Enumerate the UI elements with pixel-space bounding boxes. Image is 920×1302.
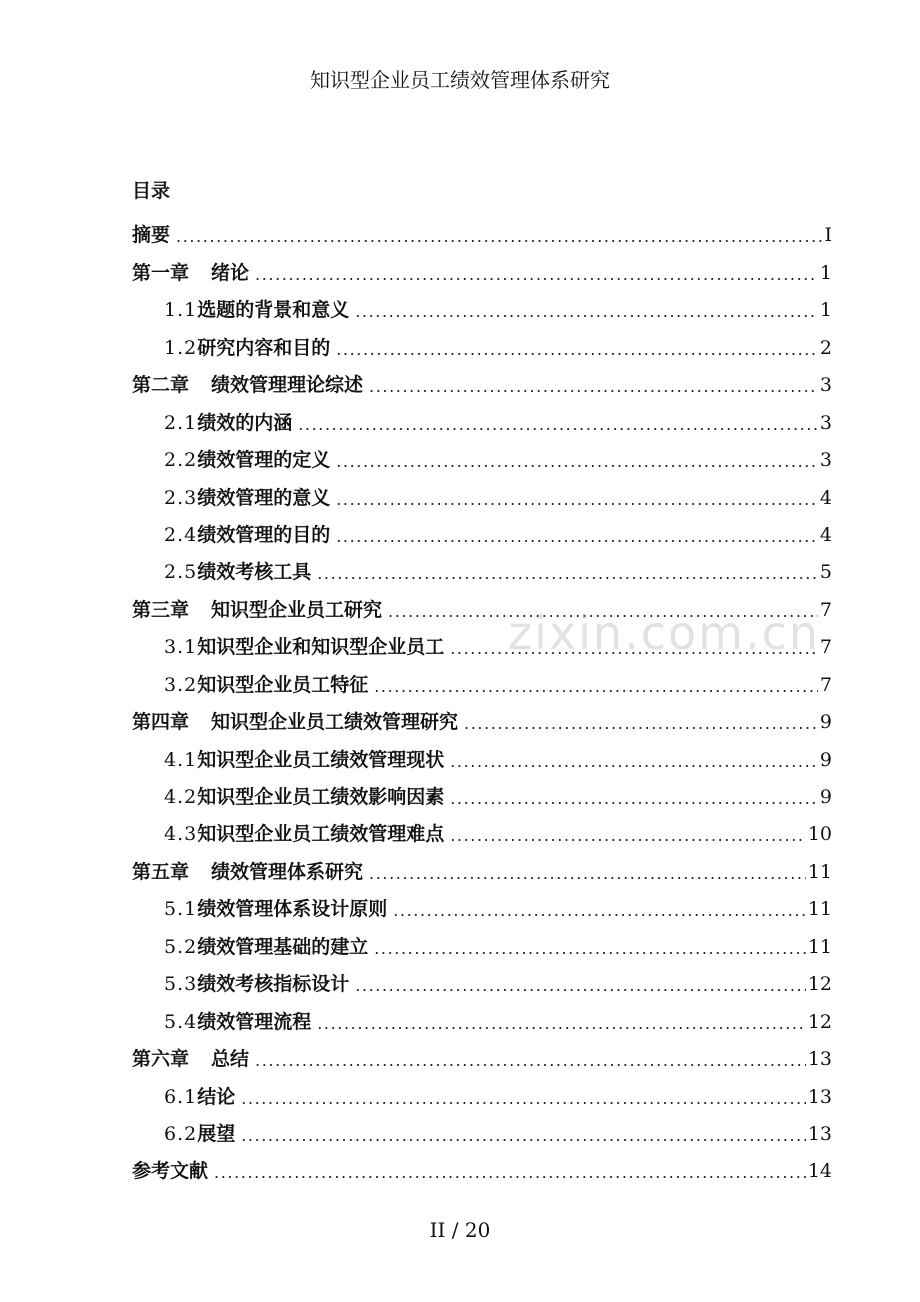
dot-leader <box>317 1013 806 1035</box>
section-number: 2.4 <box>164 523 198 546</box>
toc-section-entry[interactable] <box>132 511 832 548</box>
dot-leader <box>241 1088 806 1110</box>
toc-chapter-entry[interactable] <box>132 361 832 398</box>
toc-page-number: 13 <box>807 1085 832 1108</box>
toc-page-number: 11 <box>807 898 832 921</box>
section-number: 2.5 <box>164 561 198 584</box>
dot-leader <box>369 376 818 398</box>
page-number-indicator: II / 20 <box>429 1218 491 1242</box>
toc-entry-title: 参考文献 <box>132 1160 209 1183</box>
toc-page-number: 3 <box>819 374 832 397</box>
toc-section-entry[interactable] <box>132 810 832 847</box>
dot-leader <box>369 863 806 885</box>
toc-entry-title: 绪论 <box>211 261 250 284</box>
toc-section-entry[interactable] <box>132 323 832 360</box>
toc-section-entry[interactable] <box>132 660 832 697</box>
section-number: 6.1 <box>164 1085 198 1108</box>
dot-leader <box>464 713 818 735</box>
section-number: 6.2 <box>164 1122 198 1145</box>
section-number: 5.4 <box>164 1010 198 1033</box>
toc-section-entry[interactable] <box>132 773 832 810</box>
toc-section-entry[interactable] <box>132 548 832 585</box>
watermark: zixin.com.cn <box>508 606 821 660</box>
dot-leader <box>388 601 818 623</box>
section-number: 2.1 <box>164 411 198 434</box>
toc-section-entry[interactable] <box>132 885 832 922</box>
dot-leader <box>450 638 818 660</box>
toc-chapter-entry[interactable] <box>132 248 832 285</box>
toc-entry-title: 知识型企业员工绩效管理研究 <box>211 711 459 734</box>
chapter-number: 第五章 <box>132 860 190 883</box>
dot-leader <box>450 788 818 810</box>
dot-leader <box>298 414 818 436</box>
dot-leader <box>450 751 818 773</box>
dot-leader <box>336 489 818 511</box>
dot-leader <box>393 900 806 922</box>
toc-section-entry[interactable] <box>132 922 832 959</box>
toc-entry-title: 绩效考核指标设计 <box>197 973 350 996</box>
toc-entry-title: 绩效管理理论综述 <box>211 374 364 397</box>
chapter-number: 第二章 <box>132 374 190 397</box>
dot-leader <box>355 975 806 997</box>
toc-section-entry[interactable] <box>132 1110 832 1147</box>
section-number: 3.1 <box>164 636 198 659</box>
toc-chapter-entry[interactable] <box>132 847 832 884</box>
toc-section-entry[interactable] <box>132 473 832 510</box>
toc-chapter-entry[interactable] <box>132 1035 832 1072</box>
toc-entry-title: 绩效管理体系研究 <box>211 860 364 883</box>
dot-leader <box>336 339 818 361</box>
toc-entry-title: 绩效管理的定义 <box>197 449 331 472</box>
toc-page-number: 11 <box>807 935 832 958</box>
toc-page-number: I <box>824 224 832 247</box>
dot-leader <box>176 226 822 248</box>
toc-section-entry[interactable] <box>132 398 832 435</box>
toc-entry-title: 展望 <box>197 1122 236 1145</box>
toc-page-number: 9 <box>819 711 832 734</box>
toc-page-number: 1 <box>819 299 832 322</box>
dot-leader <box>255 264 818 286</box>
toc-section-entry[interactable] <box>132 960 832 997</box>
toc-chapter-entry[interactable] <box>132 1147 832 1184</box>
toc-page-number: 11 <box>807 860 832 883</box>
toc-page-number: 13 <box>807 1048 832 1071</box>
toc-entry-title: 选题的背景和意义 <box>197 299 350 322</box>
toc-page-number: 12 <box>807 1010 832 1033</box>
chapter-number: 第一章 <box>132 261 190 284</box>
toc-page-number: 9 <box>819 786 832 808</box>
dot-leader <box>241 1125 806 1147</box>
toc-entry-title: 绩效管理的意义 <box>197 486 331 509</box>
toc-entry-title: 绩效管理流程 <box>197 1010 312 1033</box>
toc-page-number: 7 <box>819 598 832 621</box>
toc-page-number: 2 <box>819 336 832 359</box>
toc-page-number: 1 <box>819 261 832 284</box>
toc-entry-title: 知识型企业员工绩效影响因素 <box>197 786 445 808</box>
chapter-number: 第三章 <box>132 598 190 621</box>
toc-section-entry[interactable] <box>132 1072 832 1109</box>
dot-leader <box>214 1162 806 1184</box>
section-number: 4.3 <box>164 823 198 846</box>
dot-leader <box>317 563 818 585</box>
toc-entry-title: 绩效管理基础的建立 <box>197 935 369 958</box>
toc-entry-title: 知识型企业员工研究 <box>211 598 383 621</box>
toc-entry-title: 知识型企业员工特征 <box>197 673 369 696</box>
dot-leader <box>374 676 818 698</box>
dot-leader <box>336 526 818 548</box>
section-number: 5.1 <box>164 898 198 921</box>
section-number: 2.3 <box>164 486 198 509</box>
toc-entry-title: 知识型企业员工绩效管理难点 <box>197 823 445 846</box>
section-number: 3.2 <box>164 673 198 696</box>
toc-page-number: 13 <box>807 1122 832 1145</box>
toc-page-number: 14 <box>807 1160 832 1183</box>
toc-page-number: 12 <box>807 973 832 996</box>
toc-page-number: 10 <box>807 823 832 846</box>
toc-page-number: 4 <box>819 523 832 546</box>
section-number: 4.1 <box>164 748 198 771</box>
toc-entry-title: 研究内容和目的 <box>197 336 331 359</box>
toc-section-entry[interactable] <box>132 286 832 323</box>
toc-entry-title: 知识型企业员工绩效管理现状 <box>197 748 445 771</box>
toc-title: 目录 <box>132 180 171 202</box>
chapter-number: 第六章 <box>132 1048 190 1071</box>
toc-section-entry[interactable] <box>132 735 832 772</box>
page-header-title: 知识型企业员工绩效管理体系研究 <box>310 68 610 92</box>
section-number: 5.2 <box>164 935 198 958</box>
toc-entry-title: 知识型企业和知识型企业员工 <box>197 636 445 659</box>
dot-leader <box>355 301 818 323</box>
section-number: 5.3 <box>164 973 198 996</box>
toc-page-number: 9 <box>819 748 832 771</box>
section-number: 2.2 <box>164 449 198 472</box>
toc-chapter-entry[interactable] <box>132 698 832 735</box>
toc-section-entry[interactable] <box>132 436 832 473</box>
dot-leader <box>255 1050 806 1072</box>
dot-leader <box>336 451 818 473</box>
toc-entry-title: 绩效管理体系设计原则 <box>197 898 388 921</box>
toc-chapter-entry[interactable] <box>132 211 832 248</box>
toc-entry-title: 摘要 <box>132 224 171 247</box>
dot-leader <box>450 825 806 847</box>
toc-page-number: 4 <box>819 486 832 509</box>
table-of-contents <box>132 211 832 1184</box>
dot-leader <box>374 938 806 960</box>
toc-section-entry[interactable] <box>132 623 832 660</box>
toc-page-number: 5 <box>819 561 832 584</box>
toc-page-number: 3 <box>819 449 832 472</box>
toc-page-number: 7 <box>819 673 832 696</box>
section-number: 1.2 <box>164 336 198 359</box>
toc-entry-title: 绩效考核工具 <box>197 561 312 584</box>
toc-entry-title: 结论 <box>197 1085 236 1108</box>
section-number: 1.1 <box>164 299 198 322</box>
toc-page-number: 3 <box>819 411 832 434</box>
chapter-number: 第四章 <box>132 711 190 734</box>
toc-chapter-entry[interactable] <box>132 585 832 622</box>
toc-section-entry[interactable] <box>132 997 832 1034</box>
toc-entry-title: 绩效的内涵 <box>197 411 293 434</box>
toc-page-number: 7 <box>819 636 832 659</box>
toc-entry-title: 总结 <box>211 1048 250 1071</box>
toc-entry-title: 绩效管理的目的 <box>197 523 331 546</box>
section-number: 4.2 <box>164 786 198 808</box>
